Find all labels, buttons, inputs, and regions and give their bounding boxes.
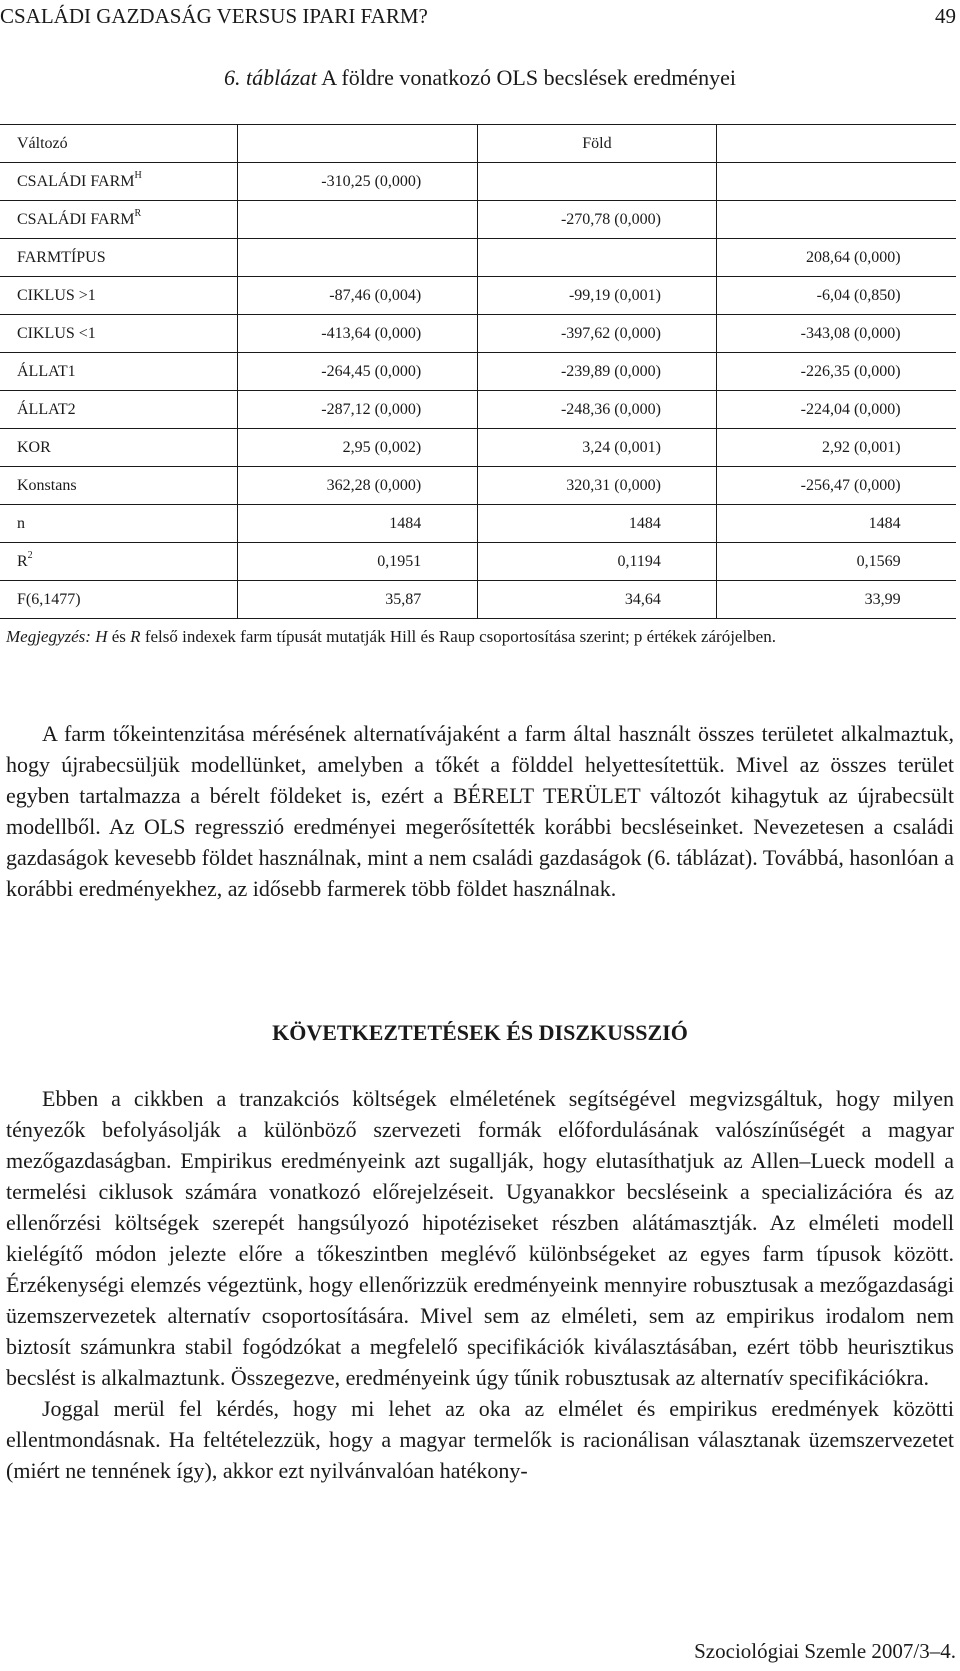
row-variable [0,581,237,619]
table-cell-model-3 [717,391,956,429]
table-cell-model-1 [237,353,477,391]
variable-name: Konstans [17,476,77,494]
table-cell-model-1 [237,277,477,315]
variable-name: F(6,1477) [17,590,81,608]
table-cell-model-2 [477,429,717,467]
table-cell-model-1 [237,201,477,239]
table-cell-model-2 [477,353,717,391]
cell-value: 2,95 (0,002) [342,438,422,456]
body-section-1 [6,718,954,904]
cell-value: -248,36 (0,000) [560,400,661,418]
table-cell-model-2 [477,505,717,543]
table-row [0,543,956,581]
variable-superscript: H [134,169,142,181]
table-cell-model-2 [477,581,717,619]
variable-name: ÁLLAT2 [17,400,76,418]
table-cell-model-3 [717,163,956,201]
cell-value: 0,1951 [377,552,422,570]
cell-value: 0,1569 [856,552,901,570]
table-cell-model-3 [717,315,956,353]
note-label: Megjegyzés: [6,627,91,646]
table-cell-model-2 [477,277,717,315]
variable-name: CIKLUS >1 [17,286,96,304]
cell-value: 1484 [628,514,661,532]
variable-superscript: 2 [27,549,33,561]
header-dependent: Föld [477,125,717,163]
table-cell-model-2 [477,543,717,581]
cell-value: 1484 [389,514,422,532]
row-variable [0,543,237,581]
row-variable [0,467,237,505]
table-cell-model-1 [237,543,477,581]
row-variable [0,353,237,391]
table-cell-model-1 [237,581,477,619]
paragraph-contradiction: Joggal merül fel kérdés, hogy mi lehet az oka az elmélet és empirikus eredmények közötti ellentmondásnak. Ha feltételezzük, hogy a magyar termelők is racionálisan választanak üzemszervezetet (miért ne tennének így), akkor ezt nyilvánvalóan hatékony- [6,1396,954,1483]
cell-value: 33,99 [864,590,901,608]
table-cell-model-3 [717,239,956,277]
table-cell-model-3 [717,581,956,619]
cell-value: -256,47 (0,000) [800,476,901,494]
cell-value: 34,64 [624,590,661,608]
paragraph-capital-alternative: A farm tőkeintenzitása mérésének alternatívájaként a farm által használt összes területet alkalmaztuk, hogy újrabecsüljük modellünket, amelyben a tőkét a földdel helyettesítettük. Mivel az összes terület egyben tartalmazza a bérelt földeket is, ezért a BÉRELT TERÜLET változót kihagytuk az újrabecsült modellből. Az OLS regresszió eredményei megerősítették korábbi becsléseinket. Nevezetesen a családi gazdaságok kevesebb földet használnak, mint a nem családi gazdaságok (6. táblázat). Továbbá, hasonlóan a korábbi eredményekhez, az idősebb farmerek több földet használnak. [6,721,954,901]
variable-name: FARMTÍPUS [17,248,106,266]
cell-value: 208,64 (0,000) [805,248,901,266]
table-cell-model-2 [477,315,717,353]
variable-name: ÁLLAT1 [17,362,76,380]
table-cell-model-1 [237,505,477,543]
variable-name: CSALÁDI FARM [17,210,135,228]
note-h: H [95,627,108,646]
table-cell-model-3 [717,277,956,315]
cell-value: 320,31 (0,000) [566,476,661,494]
table-header-row [0,125,956,163]
row-variable [0,201,237,239]
table-row [0,505,956,543]
row-variable [0,239,237,277]
table-caption-title: A földre vonatkozó OLS becslések eredményei [321,65,736,90]
table-row [0,353,956,391]
table-note [6,626,956,648]
variable-name: R [17,552,28,570]
row-variable [0,277,237,315]
table-cell-model-2 [477,239,717,277]
variable-superscript: R [134,207,142,219]
header-blank-1 [237,125,477,163]
table-row [0,467,956,505]
table-row [0,277,956,315]
note-r: R [130,627,141,646]
variable-name: n [17,514,25,532]
table-cell-model-3 [717,201,956,239]
row-variable [0,315,237,353]
cell-value: -226,35 (0,000) [800,362,901,380]
table-row [0,163,956,201]
cell-value: -224,04 (0,000) [800,400,901,418]
running-title: CSALÁDI GAZDASÁG VERSUS IPARI FARM? [0,4,428,28]
running-head [0,2,960,32]
cell-value: 2,92 (0,001) [821,438,901,456]
table-cell-model-3 [717,505,956,543]
table-cell-model-1 [237,467,477,505]
body-section-2 [6,1083,954,1486]
table-cell-model-2 [477,391,717,429]
table-cell-model-1 [237,391,477,429]
table-cell-model-2 [477,467,717,505]
header-blank-3 [717,125,956,163]
variable-name: KOR [17,438,51,456]
cell-value: 35,87 [385,590,422,608]
header-variable: Változó [0,125,237,163]
table-cell-model-1 [237,239,477,277]
cell-value: 3,24 (0,001) [582,438,661,456]
table-cell-model-3 [717,429,956,467]
note-and: és [107,627,131,646]
cell-value: -397,62 (0,000) [560,324,661,342]
row-variable [0,429,237,467]
table-caption-label: 6. táblázat [223,65,317,90]
table-cell-model-3 [717,353,956,391]
cell-value: 362,28 (0,000) [326,476,422,494]
cell-value: -6,04 (0,850) [816,286,901,304]
table-row [0,391,956,429]
cell-value: 0,1194 [617,552,661,570]
table-row [0,239,956,277]
table-cell-model-3 [717,467,956,505]
row-variable [0,391,237,429]
cell-value: -99,19 (0,001) [568,286,661,304]
table-cell-model-1 [237,163,477,201]
table-row [0,201,956,239]
cell-value: -87,46 (0,004) [329,286,422,304]
section-heading: KÖVETKEZTETÉSEK ÉS DISZKUSSZIÓ [272,1020,688,1045]
page-number: 49 [935,4,956,28]
variable-name: CSALÁDI FARM [17,172,135,190]
table-cell-model-3 [717,543,956,581]
table-row [0,315,956,353]
variable-name: CIKLUS <1 [17,324,96,342]
journal-footer: Szociológiai Szemle 2007/3–4. [694,1639,956,1663]
table-caption [0,64,960,92]
row-variable [0,163,237,201]
cell-value: -310,25 (0,000) [321,172,422,190]
cell-value: -239,89 (0,000) [560,362,661,380]
cell-value: -413,64 (0,000) [321,324,422,342]
table-cell-model-2 [477,201,717,239]
table-row [0,429,956,467]
row-variable [0,505,237,543]
cell-value: -264,45 (0,000) [321,362,422,380]
paragraph-conclusions: Ebben a cikkben a tranzakciós költségek elméletének segítségével megvizsgáltuk, hogy milyen tényezők befolyásolják a különböző szervezeti formák előfordulásának valószínűségét a magyar mezőgazdaságban. Empirikus eredményeink azt sugallják, hogy elutasíthatjuk az Allen–Lueck modell a termelési ciklusok számára vonatkozó előrejelzéseit. Ugyanakkor becsléseink a specializációra és az ellenőrzési költségek szerepét hangsúlyozó hipotéziseket részben alátámasztják. Az elméleti modell kielégítő módon jelezte előre a tőkeszintben meglévő különbségeket az egyes farm típusok között. Érzékenységi elemzés végeztünk, hogy ellenőrizzük eredményeink mennyire robusztusak a mezőgazdasági üzemszervezetek alternatív csoportosítására. Mivel sem az elméleti, sem az empirikus irodalom nem biztosít számunkra stabil fogódzókat a megfelelő specifikációk kiválasztásában, ezért több heurisztikus becslést is alkalmaztunk. Összegezve, eredményeink úgy tűnik robusztusak az alternatív specifikációkra. [6,1086,954,1390]
ols-table [0,124,956,619]
cell-value: -343,08 (0,000) [800,324,901,342]
cell-value: 1484 [868,514,901,532]
table-row [0,581,956,619]
table-cell-model-2 [477,163,717,201]
note-text: felső indexek farm típusát mutatják Hill és Raup csoportosítása szerint; p értékek zárójelben. [140,627,776,646]
table-cell-model-1 [237,315,477,353]
cell-value: -287,12 (0,000) [321,400,422,418]
cell-value: -270,78 (0,000) [560,210,661,228]
table-cell-model-1 [237,429,477,467]
